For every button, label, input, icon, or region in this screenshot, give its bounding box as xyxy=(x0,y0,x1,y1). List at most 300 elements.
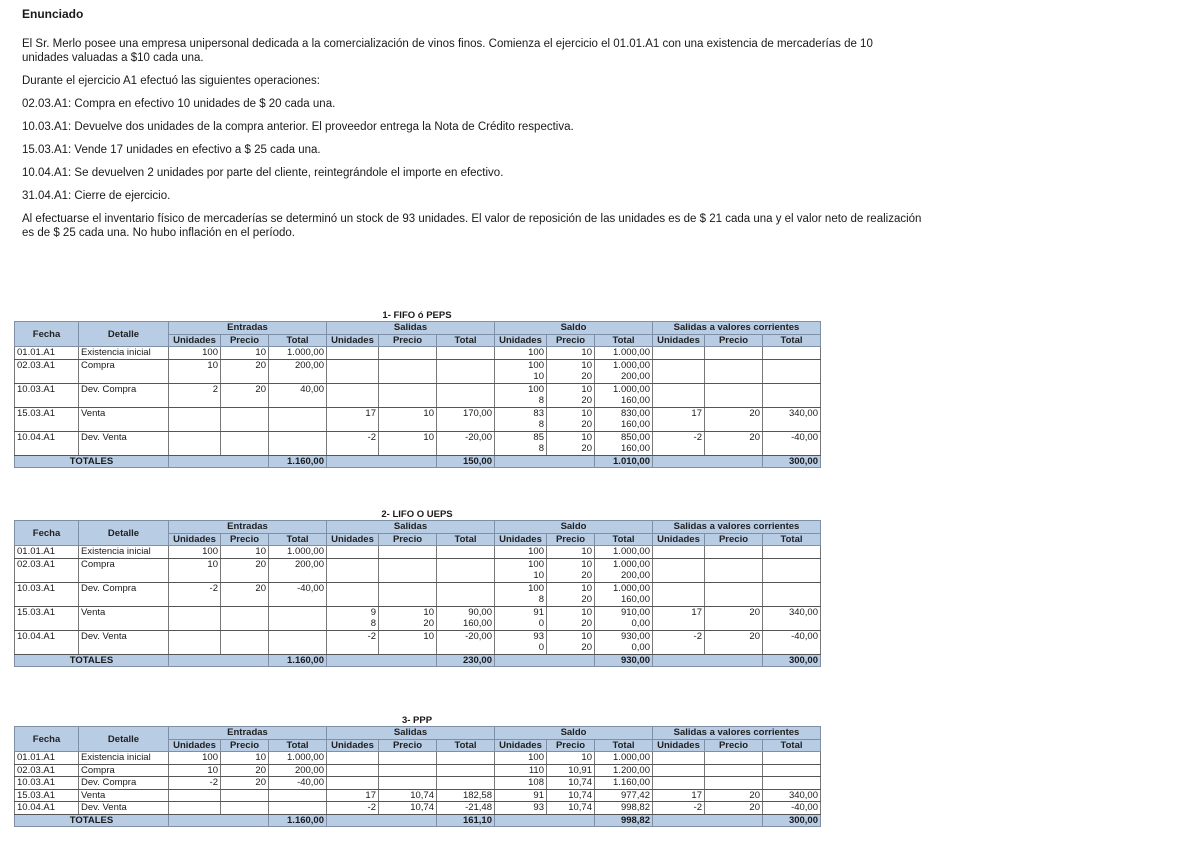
table-cell: -21,48 xyxy=(437,802,495,815)
table-cell xyxy=(79,419,169,431)
header-row xyxy=(15,322,821,335)
table-cell: Dev. Compra xyxy=(79,777,169,790)
table-cell: 10.04.A1 xyxy=(15,431,79,443)
table-cell xyxy=(269,630,327,642)
group-entradas: Entradas xyxy=(169,727,327,740)
col-total: Total xyxy=(437,533,495,546)
table-cell xyxy=(437,383,495,395)
table-cell: 160,00 xyxy=(595,443,653,455)
col-precio: Precio xyxy=(705,739,763,752)
table-cell xyxy=(169,431,221,443)
table-cell xyxy=(705,546,763,559)
table-cell xyxy=(327,764,379,777)
table-lifo xyxy=(14,509,821,667)
table-cell: -2 xyxy=(653,630,705,642)
group-salidas: Salidas xyxy=(327,521,495,534)
table-cell xyxy=(269,570,327,582)
table-cell xyxy=(221,395,269,407)
totals-label: TOTALES xyxy=(15,814,169,827)
table-cell xyxy=(705,594,763,606)
table-row xyxy=(15,431,821,443)
totals-salidas: 230,00 xyxy=(437,654,495,667)
valuation-table xyxy=(14,321,821,468)
table-cell xyxy=(763,752,821,765)
table-cell: 1.000,00 xyxy=(269,546,327,559)
totals-label: TOTALES xyxy=(15,654,169,667)
col-detalle: Detalle xyxy=(79,521,169,546)
table-cell: 02.03.A1 xyxy=(15,359,79,371)
totals-blank xyxy=(327,814,437,827)
table-cell xyxy=(379,558,437,570)
table-cell xyxy=(221,594,269,606)
table-cell: 20 xyxy=(221,558,269,570)
table-cell xyxy=(437,546,495,559)
table-cell: 10 xyxy=(379,407,437,419)
table-cell: 10 xyxy=(169,359,221,371)
enunciado-p4: 10.03.A1: Devuelve dos unidades de la compra anterior. El proveedor entrega la Nota de Crédito respectiva. xyxy=(22,121,574,133)
table-row xyxy=(15,606,821,618)
table-cell: 8 xyxy=(495,419,547,431)
table-cell xyxy=(15,443,79,455)
table-cell xyxy=(437,419,495,431)
col-precio: Precio xyxy=(547,334,595,347)
table-cell xyxy=(221,789,269,802)
table-cell xyxy=(169,371,221,383)
enunciado-p8: Al efectuarse el inventario físico de mercaderías se determinó un stock de 93 unidades. El valor de reposición de las unidades es de $ 21 cada una y el valor neto de realización es de $ 25 cada una. No hubo inflación en el período. xyxy=(22,213,922,239)
table-cell: 200,00 xyxy=(595,570,653,582)
table-cell xyxy=(379,570,437,582)
col-precio: Precio xyxy=(379,739,437,752)
table-cell: 8 xyxy=(327,618,379,630)
totals-blank xyxy=(495,654,595,667)
table-cell xyxy=(79,371,169,383)
table-cell xyxy=(705,395,763,407)
col-precio: Precio xyxy=(379,334,437,347)
table-cell: 1.200,00 xyxy=(595,764,653,777)
group-saldo: Saldo xyxy=(495,727,653,740)
table-cell xyxy=(763,594,821,606)
col-precio: Precio xyxy=(705,334,763,347)
table-cell: 1.000,00 xyxy=(595,558,653,570)
totals-blank xyxy=(653,814,763,827)
table-cell: 0,00 xyxy=(595,642,653,654)
table-cell: -20,00 xyxy=(437,630,495,642)
table-cell xyxy=(327,371,379,383)
table-cell: 15.03.A1 xyxy=(15,789,79,802)
table-cell xyxy=(327,443,379,455)
totals-corrientes: 300,00 xyxy=(763,455,821,468)
table-cell xyxy=(79,395,169,407)
table-cell: 830,00 xyxy=(595,407,653,419)
enunciado-p7: 31.04.A1: Cierre de ejercicio. xyxy=(22,190,171,202)
table-cell: 200,00 xyxy=(269,558,327,570)
table-cell: 10 xyxy=(495,570,547,582)
table-title: 3- PPP xyxy=(401,715,433,726)
table-cell: 17 xyxy=(653,789,705,802)
table-row xyxy=(15,383,821,395)
table-cell: 1.000,00 xyxy=(595,582,653,594)
table-cell: 10.04.A1 xyxy=(15,802,79,815)
table-cell: 20 xyxy=(221,764,269,777)
table-cell: 20 xyxy=(705,431,763,443)
col-detalle: Detalle xyxy=(79,322,169,347)
table-cell: Dev. Venta xyxy=(79,630,169,642)
table-cell: 340,00 xyxy=(763,606,821,618)
table-cell xyxy=(379,395,437,407)
table-cell xyxy=(79,594,169,606)
table-cell xyxy=(653,359,705,371)
totals-row xyxy=(15,455,821,468)
table-cell: 10.03.A1 xyxy=(15,383,79,395)
table-cell: 10 xyxy=(379,630,437,642)
table-cell: 10.03.A1 xyxy=(15,777,79,790)
col-precio: Precio xyxy=(547,533,595,546)
table-cell: 20 xyxy=(379,618,437,630)
col-unidades: Unidades xyxy=(653,533,705,546)
table-cell xyxy=(705,777,763,790)
col-fecha: Fecha xyxy=(15,322,79,347)
table-row xyxy=(15,618,821,630)
table-cell xyxy=(705,347,763,360)
table-cell xyxy=(169,407,221,419)
table-cell xyxy=(763,764,821,777)
col-unidades: Unidades xyxy=(653,739,705,752)
table-cell xyxy=(269,618,327,630)
table-cell xyxy=(437,752,495,765)
table-cell xyxy=(437,570,495,582)
table-cell xyxy=(327,752,379,765)
table-cell xyxy=(169,642,221,654)
col-unidades: Unidades xyxy=(653,334,705,347)
table-cell xyxy=(379,777,437,790)
table-cell xyxy=(221,407,269,419)
col-unidades: Unidades xyxy=(327,334,379,347)
table-cell: 01.01.A1 xyxy=(15,546,79,559)
table-cell xyxy=(221,606,269,618)
table-cell: -40,00 xyxy=(269,582,327,594)
table-cell xyxy=(269,606,327,618)
table-cell xyxy=(705,582,763,594)
table-cell: 160,00 xyxy=(595,419,653,431)
table-cell: Compra xyxy=(79,764,169,777)
totals-blank xyxy=(495,455,595,468)
table-cell: 340,00 xyxy=(763,789,821,802)
group-entradas: Entradas xyxy=(169,322,327,335)
table-cell xyxy=(221,642,269,654)
table-cell xyxy=(437,642,495,654)
table-cell: Venta xyxy=(79,606,169,618)
table-title: 1- FIFO ó PEPS xyxy=(382,310,452,321)
table-cell: 1.000,00 xyxy=(595,752,653,765)
valuation-table xyxy=(14,726,821,827)
table-cell xyxy=(437,764,495,777)
table-cell: 10 xyxy=(547,606,595,618)
header-row xyxy=(15,727,821,740)
table-cell: 10,91 xyxy=(547,764,595,777)
table-cell xyxy=(653,546,705,559)
table-cell xyxy=(379,443,437,455)
table-cell xyxy=(269,431,327,443)
totals-blank xyxy=(327,654,437,667)
table-cell xyxy=(653,764,705,777)
table-cell: Existencia inicial xyxy=(79,347,169,360)
table-cell xyxy=(15,395,79,407)
table-cell xyxy=(379,347,437,360)
table-cell xyxy=(437,777,495,790)
table-cell xyxy=(653,777,705,790)
enunciado-p1: El Sr. Merlo posee una empresa unipersonal dedicada a la comercialización de vinos finos. Comienza el ejercicio el 01.01.A1 con una existencia de mercaderías de 10 unidades valuadas a $10 cada una. xyxy=(22,38,873,64)
table-cell: 17 xyxy=(327,407,379,419)
table-row xyxy=(15,802,821,815)
enunciado xyxy=(22,0,922,249)
totals-saldo: 998,82 xyxy=(595,814,653,827)
table-fifo xyxy=(14,310,821,468)
table-cell xyxy=(437,558,495,570)
table-cell: 10 xyxy=(547,752,595,765)
totals-salidas: 161,10 xyxy=(437,814,495,827)
table-cell xyxy=(169,594,221,606)
table-cell: 20 xyxy=(705,630,763,642)
table-cell xyxy=(379,359,437,371)
table-cell xyxy=(221,431,269,443)
table-cell: -2 xyxy=(327,431,379,443)
table-cell xyxy=(653,570,705,582)
table-row xyxy=(15,395,821,407)
table-row xyxy=(15,558,821,570)
table-cell xyxy=(437,371,495,383)
table-row xyxy=(15,777,821,790)
table-cell: 0 xyxy=(495,618,547,630)
totals-blank xyxy=(169,455,269,468)
table-cell xyxy=(653,558,705,570)
table-cell: 0 xyxy=(495,642,547,654)
table-cell: 100 xyxy=(169,752,221,765)
table-cell xyxy=(327,594,379,606)
totals-entradas: 1.160,00 xyxy=(269,654,327,667)
table-cell: 200,00 xyxy=(269,359,327,371)
table-row xyxy=(15,443,821,455)
table-cell xyxy=(221,570,269,582)
table-cell: 977,42 xyxy=(595,789,653,802)
table-cell xyxy=(269,443,327,455)
table-cell: 20 xyxy=(705,802,763,815)
table-cell: 1.000,00 xyxy=(269,752,327,765)
totals-row xyxy=(15,654,821,667)
enunciado-p5: 15.03.A1: Vende 17 unidades en efectivo a $ 25 cada una. xyxy=(22,144,321,156)
table-cell xyxy=(763,395,821,407)
table-cell: 200,00 xyxy=(595,371,653,383)
table-cell xyxy=(437,395,495,407)
table-cell xyxy=(763,618,821,630)
table-cell xyxy=(221,419,269,431)
table-cell: 8 xyxy=(495,395,547,407)
table-cell: 90,00 xyxy=(437,606,495,618)
table-cell xyxy=(15,570,79,582)
table-cell: -2 xyxy=(169,582,221,594)
table-cell xyxy=(327,777,379,790)
table-cell: 110 xyxy=(495,764,547,777)
table-row xyxy=(15,642,821,654)
table-cell: 1.000,00 xyxy=(595,383,653,395)
table-cell xyxy=(327,570,379,582)
table-cell: 10 xyxy=(547,630,595,642)
table-cell: Compra xyxy=(79,359,169,371)
table-cell: 20 xyxy=(547,594,595,606)
table-cell xyxy=(763,582,821,594)
table-cell xyxy=(269,395,327,407)
table-cell xyxy=(169,606,221,618)
table-cell: 8 xyxy=(495,443,547,455)
table-cell: 20 xyxy=(705,606,763,618)
table-cell: 1.000,00 xyxy=(595,347,653,360)
table-cell: 1.000,00 xyxy=(595,546,653,559)
table-cell xyxy=(705,642,763,654)
col-total: Total xyxy=(437,334,495,347)
col-detalle: Detalle xyxy=(79,727,169,752)
table-cell xyxy=(705,371,763,383)
table-cell: 10 xyxy=(547,407,595,419)
table-row xyxy=(15,419,821,431)
table-cell: 100 xyxy=(495,558,547,570)
table-cell: 10 xyxy=(221,752,269,765)
col-precio: Precio xyxy=(547,739,595,752)
table-cell: 91 xyxy=(495,606,547,618)
table-cell xyxy=(169,789,221,802)
col-precio: Precio xyxy=(379,533,437,546)
table-cell: 108 xyxy=(495,777,547,790)
table-cell xyxy=(269,642,327,654)
table-cell xyxy=(705,383,763,395)
table-cell xyxy=(379,582,437,594)
table-cell xyxy=(169,618,221,630)
table-cell xyxy=(653,347,705,360)
table-row xyxy=(15,582,821,594)
table-cell xyxy=(379,546,437,559)
table-cell: -2 xyxy=(169,777,221,790)
table-cell xyxy=(653,419,705,431)
table-cell: 93 xyxy=(495,630,547,642)
header-row xyxy=(15,521,821,534)
table-cell: 160,00 xyxy=(595,594,653,606)
col-unidades: Unidades xyxy=(327,533,379,546)
table-cell xyxy=(327,558,379,570)
totals-blank xyxy=(327,455,437,468)
table-cell: 10,74 xyxy=(547,789,595,802)
table-row xyxy=(15,764,821,777)
table-cell xyxy=(15,618,79,630)
table-cell: 20 xyxy=(547,618,595,630)
table-cell xyxy=(379,752,437,765)
table-cell: 8 xyxy=(495,594,547,606)
table-cell xyxy=(269,371,327,383)
table-cell xyxy=(169,802,221,815)
col-unidades: Unidades xyxy=(495,739,547,752)
table-cell: 20 xyxy=(547,642,595,654)
table-cell: 10 xyxy=(379,431,437,443)
table-cell xyxy=(327,347,379,360)
enunciado-heading: Enunciado xyxy=(22,7,84,21)
table-cell: 17 xyxy=(653,407,705,419)
table-cell: Dev. Venta xyxy=(79,431,169,443)
table-cell: 200,00 xyxy=(269,764,327,777)
table-cell xyxy=(327,582,379,594)
col-unidades: Unidades xyxy=(495,533,547,546)
table-cell xyxy=(437,594,495,606)
table-cell xyxy=(653,443,705,455)
table-cell: 100 xyxy=(169,347,221,360)
table-cell xyxy=(653,752,705,765)
enunciado-p2: Durante el ejercicio A1 efectuó las siguientes operaciones: xyxy=(22,75,320,87)
table-cell: 182,58 xyxy=(437,789,495,802)
table-cell xyxy=(763,642,821,654)
table-cell: 02.03.A1 xyxy=(15,558,79,570)
table-cell xyxy=(221,802,269,815)
table-cell: 1.000,00 xyxy=(269,347,327,360)
totals-salidas: 150,00 xyxy=(437,455,495,468)
table-cell: 100 xyxy=(495,582,547,594)
table-cell xyxy=(763,570,821,582)
table-cell: 910,00 xyxy=(595,606,653,618)
table-cell xyxy=(379,642,437,654)
group-saldo: Saldo xyxy=(495,322,653,335)
table-cell: 40,00 xyxy=(269,383,327,395)
table-cell xyxy=(327,642,379,654)
table-cell xyxy=(79,570,169,582)
table-cell xyxy=(79,443,169,455)
totals-blank xyxy=(169,654,269,667)
col-total: Total xyxy=(595,334,653,347)
table-cell: 10 xyxy=(495,371,547,383)
col-unidades: Unidades xyxy=(169,739,221,752)
col-total: Total xyxy=(269,739,327,752)
totals-saldo: 1.010,00 xyxy=(595,455,653,468)
table-cell xyxy=(705,558,763,570)
table-row xyxy=(15,359,821,371)
col-total: Total xyxy=(763,739,821,752)
table-cell: 10 xyxy=(169,764,221,777)
table-cell: -2 xyxy=(327,630,379,642)
table-cell xyxy=(79,618,169,630)
table-cell: 10,74 xyxy=(547,802,595,815)
table-cell: 02.03.A1 xyxy=(15,764,79,777)
table-cell xyxy=(705,443,763,455)
table-cell: 170,00 xyxy=(437,407,495,419)
table-cell xyxy=(437,347,495,360)
table-cell xyxy=(763,419,821,431)
table-cell: 20 xyxy=(547,443,595,455)
col-precio: Precio xyxy=(221,533,269,546)
table-cell xyxy=(327,546,379,559)
table-cell: 20 xyxy=(221,582,269,594)
table-cell xyxy=(327,419,379,431)
table-cell xyxy=(763,443,821,455)
table-cell: 10.04.A1 xyxy=(15,630,79,642)
totals-entradas: 1.160,00 xyxy=(269,455,327,468)
table-cell: 160,00 xyxy=(437,618,495,630)
table-cell xyxy=(763,546,821,559)
table-cell xyxy=(327,359,379,371)
totals-blank xyxy=(653,455,763,468)
col-precio: Precio xyxy=(221,334,269,347)
table-cell: 1.160,00 xyxy=(595,777,653,790)
table-row xyxy=(15,371,821,383)
table-cell xyxy=(653,395,705,407)
table-cell xyxy=(437,443,495,455)
table-cell xyxy=(169,570,221,582)
table-cell: 10.03.A1 xyxy=(15,582,79,594)
table-row xyxy=(15,752,821,765)
table-cell xyxy=(763,347,821,360)
